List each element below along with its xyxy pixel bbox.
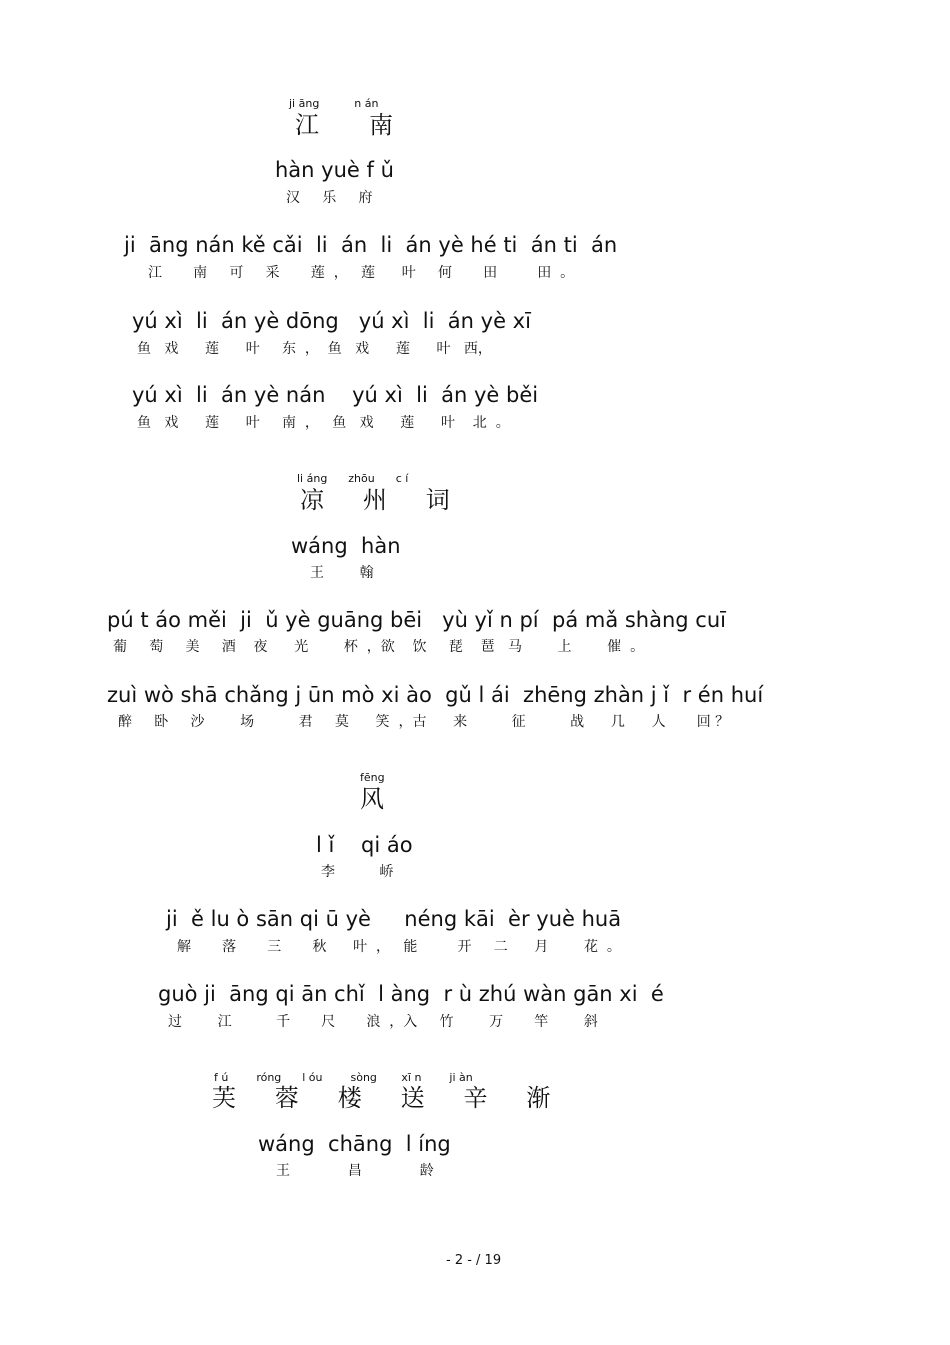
poem2-line2-pinyin: zuì wò shā chǎng j ūn mò xi ào gǔ l ái zhēng zhàn j ǐ r én huí	[107, 683, 764, 707]
poem1-author: 汉 乐 府	[286, 190, 373, 206]
poem3-author-pinyin: l ǐ qi áo	[316, 833, 413, 857]
poem1-line2-pinyin: yú xì li án yè dōng yú xì li án yè xī	[132, 309, 531, 333]
poem3-title-pinyin: fēng	[360, 771, 385, 784]
page-number: - 2 - / 19	[446, 1253, 502, 1268]
poem1-title-pinyin: ji āng n án	[289, 97, 379, 110]
poem2-line2: 醉 卧 沙 场 君 莫 笑 ，古 来 征 战 几 人 回 ？	[118, 714, 730, 730]
poem2-line1: 葡 萄 美 酒 夜 光 杯 ，欲 饮 琵 琶 马 上 催 。	[113, 639, 645, 655]
poem1-line2: 鱼 戏 莲 叶 东 ， 鱼 戏 莲 叶 西，	[137, 341, 492, 357]
poem2-line1-pinyin: pú t áo měi ji ǔ yè guāng bēi yù yǐ n pí pá mǎ shàng cuī	[107, 608, 726, 632]
poem1-line1: 江 南 可 采 莲 ， 莲 叶 何 田 田 。	[148, 265, 575, 281]
poem1-line1-pinyin: ji āng nán kě cǎi li án li án yè hé ti án ti án	[124, 233, 618, 257]
poem3-title: 风	[360, 785, 384, 813]
poem2-author-pinyin: wáng hàn	[291, 534, 401, 558]
poem3-line2: 过 江 千 尺 浪 ，入 竹 万 竿 斜	[168, 1014, 598, 1030]
poem2-title: 凉 州 词	[300, 486, 454, 514]
poem1-line3: 鱼 戏 莲 叶 南 ， 鱼 戏 莲 叶 北 。	[137, 415, 510, 431]
poem2-title-pinyin: li áng zhōu c í	[297, 472, 409, 485]
poem3-line1: 解 落 三 秋 叶 ， 能 开 二 月 花 。	[177, 939, 621, 955]
poem3-line2-pinyin: guò ji āng qi ān chǐ l àng r ù zhú wàn gān xi é	[158, 982, 664, 1006]
poem4-title: 芙 蓉 楼 送 辛 渐	[212, 1084, 555, 1112]
poem1-author-pinyin: hàn yuè f ǔ	[275, 158, 394, 182]
poem1-line3-pinyin: yú xì li án yè nán yú xì li án yè běi	[132, 383, 539, 407]
poem4-author-pinyin: wáng chāng l íng	[258, 1132, 451, 1156]
poem3-line1-pinyin: ji ě lu ò sān qi ū yè néng kāi èr yuè huā	[166, 907, 622, 931]
poem4-title-pinyin: f ú róng l óu sòng xī n ji àn	[214, 1071, 473, 1084]
poem3-author: 李 峤	[321, 864, 394, 880]
poem4-author: 王 昌 龄	[276, 1163, 434, 1179]
poem1-title: 江 南	[295, 111, 396, 139]
poem2-author: 王 翰	[310, 565, 374, 581]
